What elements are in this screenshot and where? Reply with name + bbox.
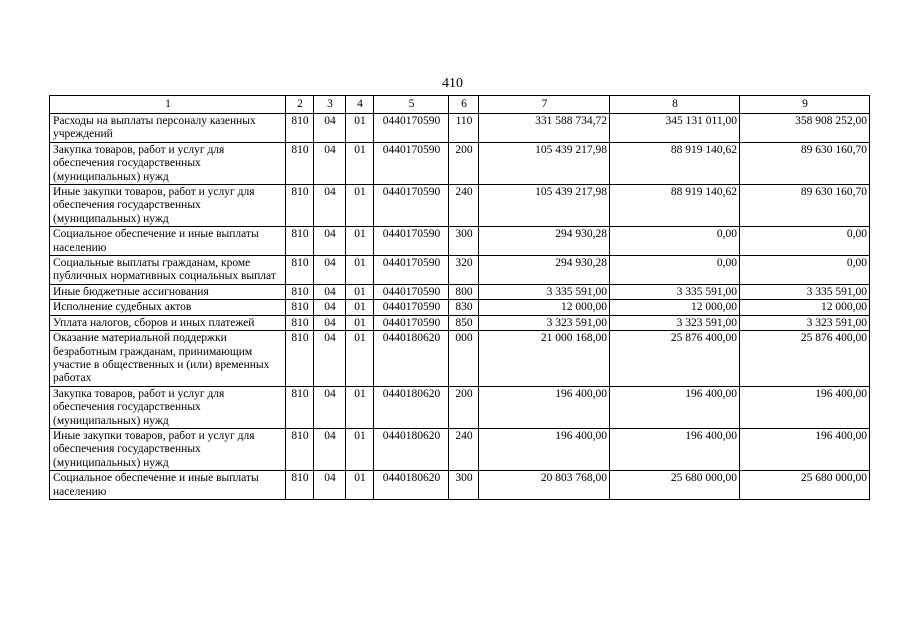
row-amount-col8: 25 680 000,00 xyxy=(610,471,740,500)
row-amount-col9: 12 000,00 xyxy=(740,300,870,315)
row-section-code: 04 xyxy=(314,300,346,315)
row-amount-col7: 331 588 734,72 xyxy=(479,114,610,143)
row-amount-col8: 196 400,00 xyxy=(610,428,740,470)
row-subsection-code: 01 xyxy=(346,331,374,387)
row-section-code: 04 xyxy=(314,256,346,285)
table-row xyxy=(50,227,870,256)
row-name: Социальное обеспечение и иные выплаты населению xyxy=(50,471,286,500)
row-section-code: 04 xyxy=(314,142,346,184)
row-amount-col9: 89 630 160,70 xyxy=(740,142,870,184)
row-amount-col9: 196 400,00 xyxy=(740,386,870,428)
row-expense-type-code: 110 xyxy=(449,114,479,143)
row-ministry-code: 810 xyxy=(286,428,314,470)
row-amount-col7: 196 400,00 xyxy=(479,428,610,470)
row-name: Расходы на выплаты персоналу казенных учреждений xyxy=(50,114,286,143)
row-target-code: 0440170590 xyxy=(374,300,449,315)
row-ministry-code: 810 xyxy=(286,471,314,500)
row-expense-type-code: 800 xyxy=(449,284,479,299)
row-name: Социальные выплаты гражданам, кроме публичных нормативных социальных выплат xyxy=(50,256,286,285)
row-name: Закупка товаров, работ и услуг для обеспечения государственных (муниципальных) нужд xyxy=(50,142,286,184)
table-row xyxy=(50,428,870,470)
header-cell-5: 5 xyxy=(374,96,449,114)
row-amount-col9: 3 335 591,00 xyxy=(740,284,870,299)
row-subsection-code: 01 xyxy=(346,284,374,299)
row-amount-col9: 196 400,00 xyxy=(740,428,870,470)
row-target-code: 0440170590 xyxy=(374,284,449,299)
row-ministry-code: 810 xyxy=(286,185,314,227)
row-amount-col7: 3 335 591,00 xyxy=(479,284,610,299)
table-header xyxy=(50,96,870,114)
table-row xyxy=(50,185,870,227)
row-amount-col9: 25 876 400,00 xyxy=(740,331,870,387)
row-amount-col9: 0,00 xyxy=(740,227,870,256)
header-cell-2: 2 xyxy=(286,96,314,114)
table-row xyxy=(50,471,870,500)
row-amount-col8: 0,00 xyxy=(610,256,740,285)
row-amount-col8: 3 335 591,00 xyxy=(610,284,740,299)
row-target-code: 0440180620 xyxy=(374,331,449,387)
row-amount-col8: 88 919 140,62 xyxy=(610,142,740,184)
row-amount-col7: 105 439 217,98 xyxy=(479,185,610,227)
row-name: Иные закупки товаров, работ и услуг для обеспечения государственных (муниципальных) нужд xyxy=(50,185,286,227)
row-section-code: 04 xyxy=(314,331,346,387)
table-row xyxy=(50,386,870,428)
row-amount-col7: 20 803 768,00 xyxy=(479,471,610,500)
row-section-code: 04 xyxy=(314,114,346,143)
row-amount-col8: 12 000,00 xyxy=(610,300,740,315)
row-amount-col9: 3 323 591,00 xyxy=(740,315,870,330)
row-target-code: 0440170590 xyxy=(374,256,449,285)
row-amount-col9: 358 908 252,00 xyxy=(740,114,870,143)
row-target-code: 0440180620 xyxy=(374,471,449,500)
row-amount-col7: 294 930,28 xyxy=(479,227,610,256)
row-target-code: 0440180620 xyxy=(374,386,449,428)
row-subsection-code: 01 xyxy=(346,428,374,470)
row-subsection-code: 01 xyxy=(346,300,374,315)
row-amount-col7: 21 000 168,00 xyxy=(479,331,610,387)
row-name: Исполнение судебных актов xyxy=(50,300,286,315)
row-expense-type-code: 830 xyxy=(449,300,479,315)
row-amount-col8: 88 919 140,62 xyxy=(610,185,740,227)
row-subsection-code: 01 xyxy=(346,185,374,227)
row-section-code: 04 xyxy=(314,386,346,428)
row-ministry-code: 810 xyxy=(286,331,314,387)
row-name: Уплата налогов, сборов и иных платежей xyxy=(50,315,286,330)
row-ministry-code: 810 xyxy=(286,284,314,299)
header-cell-1: 1 xyxy=(50,96,286,114)
row-subsection-code: 01 xyxy=(346,227,374,256)
row-expense-type-code: 200 xyxy=(449,386,479,428)
row-ministry-code: 810 xyxy=(286,315,314,330)
row-amount-col7: 12 000,00 xyxy=(479,300,610,315)
table-row xyxy=(50,256,870,285)
row-ministry-code: 810 xyxy=(286,227,314,256)
row-section-code: 04 xyxy=(314,315,346,330)
row-ministry-code: 810 xyxy=(286,114,314,143)
row-ministry-code: 810 xyxy=(286,256,314,285)
row-section-code: 04 xyxy=(314,428,346,470)
row-target-code: 0440180620 xyxy=(374,428,449,470)
row-target-code: 0440170590 xyxy=(374,185,449,227)
header-cell-6: 6 xyxy=(449,96,479,114)
row-amount-col7: 196 400,00 xyxy=(479,386,610,428)
table-body xyxy=(50,114,870,500)
header-cell-3: 3 xyxy=(314,96,346,114)
row-amount-col7: 3 323 591,00 xyxy=(479,315,610,330)
row-section-code: 04 xyxy=(314,284,346,299)
row-subsection-code: 01 xyxy=(346,471,374,500)
row-amount-col8: 3 323 591,00 xyxy=(610,315,740,330)
row-expense-type-code: 850 xyxy=(449,315,479,330)
row-amount-col8: 196 400,00 xyxy=(610,386,740,428)
row-subsection-code: 01 xyxy=(346,142,374,184)
row-name: Иные закупки товаров, работ и услуг для обеспечения государственных (муниципальных) нужд xyxy=(50,428,286,470)
table-row xyxy=(50,300,870,315)
table-row xyxy=(50,142,870,184)
row-ministry-code: 810 xyxy=(286,300,314,315)
row-section-code: 04 xyxy=(314,471,346,500)
row-target-code: 0440170590 xyxy=(374,142,449,184)
row-amount-col7: 105 439 217,98 xyxy=(479,142,610,184)
row-name: Оказание материальной поддержки безработным гражданам, принимающим участие в общественных и (или) временных работах xyxy=(50,331,286,387)
row-subsection-code: 01 xyxy=(346,256,374,285)
row-target-code: 0440170590 xyxy=(374,227,449,256)
row-ministry-code: 810 xyxy=(286,386,314,428)
row-amount-col8: 25 876 400,00 xyxy=(610,331,740,387)
header-cell-8: 8 xyxy=(610,96,740,114)
row-amount-col9: 25 680 000,00 xyxy=(740,471,870,500)
row-subsection-code: 01 xyxy=(346,114,374,143)
row-name: Социальное обеспечение и иные выплаты населению xyxy=(50,227,286,256)
row-amount-col8: 0,00 xyxy=(610,227,740,256)
table-row xyxy=(50,331,870,387)
row-section-code: 04 xyxy=(314,227,346,256)
row-name: Иные бюджетные ассигнования xyxy=(50,284,286,299)
table-row xyxy=(50,315,870,330)
row-expense-type-code: 240 xyxy=(449,428,479,470)
row-section-code: 04 xyxy=(314,185,346,227)
row-amount-col9: 89 630 160,70 xyxy=(740,185,870,227)
row-expense-type-code: 320 xyxy=(449,256,479,285)
header-row xyxy=(50,96,870,114)
row-ministry-code: 810 xyxy=(286,142,314,184)
row-name: Закупка товаров, работ и услуг для обеспечения государственных (муниципальных) нужд xyxy=(50,386,286,428)
table-row xyxy=(50,114,870,143)
budget-table xyxy=(49,95,870,500)
page-number: 410 xyxy=(442,76,463,91)
row-amount-col7: 294 930,28 xyxy=(479,256,610,285)
row-amount-col8: 345 131 011,00 xyxy=(610,114,740,143)
row-target-code: 0440170590 xyxy=(374,315,449,330)
row-expense-type-code: 300 xyxy=(449,471,479,500)
row-expense-type-code: 000 xyxy=(449,331,479,387)
header-cell-7: 7 xyxy=(479,96,610,114)
row-subsection-code: 01 xyxy=(346,386,374,428)
row-expense-type-code: 300 xyxy=(449,227,479,256)
row-target-code: 0440170590 xyxy=(374,114,449,143)
header-cell-9: 9 xyxy=(740,96,870,114)
row-expense-type-code: 200 xyxy=(449,142,479,184)
row-subsection-code: 01 xyxy=(346,315,374,330)
table-row xyxy=(50,284,870,299)
row-expense-type-code: 240 xyxy=(449,185,479,227)
header-cell-4: 4 xyxy=(346,96,374,114)
row-amount-col9: 0,00 xyxy=(740,256,870,285)
